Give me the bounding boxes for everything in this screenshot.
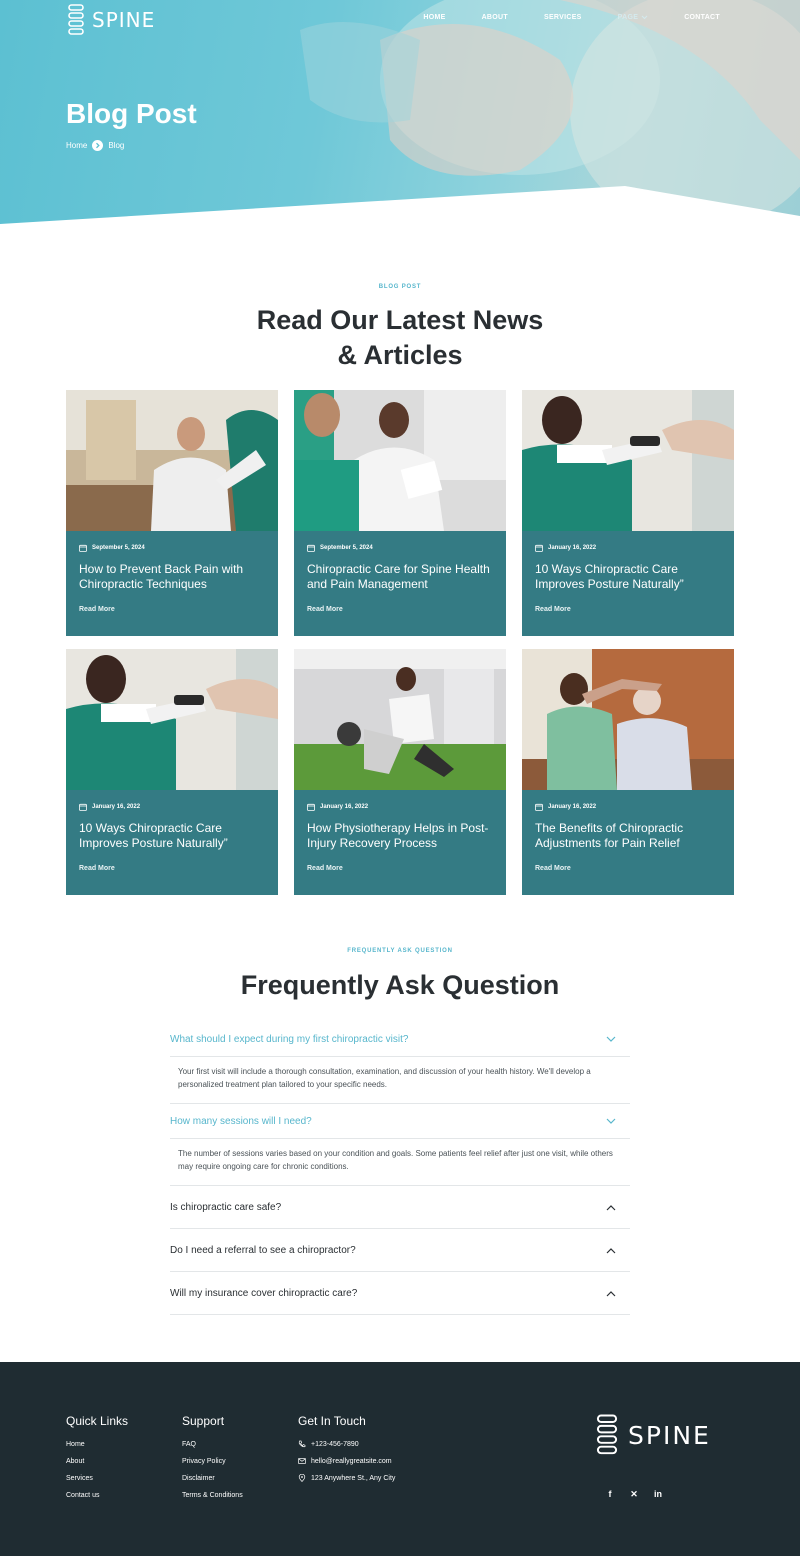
blog-card-title[interactable]: How Physiotherapy Helps in Post-Injury Recovery Process: [307, 821, 489, 850]
breadcrumb-home[interactable]: Home: [66, 141, 88, 150]
blog-card-image: [294, 390, 506, 531]
social-links: [598, 1487, 670, 1501]
footer-link-disclaimer[interactable]: Disclaimer: [182, 1474, 215, 1482]
blog-card-image: [522, 390, 734, 531]
blog-card-body: [79, 803, 268, 875]
footer-brand-name: SPINE: [628, 1420, 711, 1450]
faq-question-text: What should I expect during my first chiropractic visit?: [170, 1033, 409, 1045]
nav-page[interactable]: [618, 14, 649, 21]
brand-logo[interactable]: [66, 4, 155, 36]
blog-card-date-text: January 16, 2022: [320, 804, 369, 810]
blog-card-title[interactable]: 10 Ways Chiropractic Care Improves Posture Naturally”: [79, 821, 228, 850]
chevron-right-icon: [92, 140, 103, 151]
read-more-link[interactable]: Read More: [535, 606, 571, 613]
footer-quick-links: [66, 1414, 128, 1508]
faq-question[interactable]: [170, 1229, 630, 1272]
read-more-link[interactable]: Read More: [79, 606, 115, 613]
faq-title: Frequently Ask Question: [240, 970, 560, 1000]
blog-card-title[interactable]: The Benefits of Chiropractic Adjustments for Pain Relief: [535, 821, 684, 850]
blog-card-title[interactable]: How to Prevent Back Pain with Chiropractic Techniques: [79, 562, 244, 591]
chevron-up-icon[interactable]: [604, 1201, 618, 1215]
blog-card-date: [307, 544, 496, 552]
footer-column-title: Support: [182, 1414, 225, 1428]
chevron-down-icon[interactable]: [604, 1032, 618, 1046]
footer-email[interactable]: [298, 1457, 395, 1465]
nav-contact[interactable]: CONTACT: [684, 14, 720, 21]
page-title: Blog Post: [66, 98, 197, 129]
spine-icon: [594, 1414, 620, 1456]
blog-card-body: [535, 803, 724, 875]
faq-question-text: Is chiropractic care safe?: [170, 1202, 282, 1213]
blog-card-date: [79, 803, 268, 811]
chevron-up-icon[interactable]: [604, 1244, 618, 1258]
location-pin-icon: [298, 1474, 306, 1482]
blog-card-body: [79, 544, 268, 616]
faq-question-text: How many sessions will I need?: [170, 1115, 312, 1127]
read-more-link[interactable]: Read More: [79, 865, 115, 872]
calendar-icon: [307, 544, 315, 552]
footer-phone-text: +123-456-7890: [311, 1440, 359, 1448]
email-icon: [298, 1457, 306, 1465]
footer-column-title: Quick Links: [66, 1414, 129, 1428]
faq-answer: The number of sessions varies based on your condition and goals. Some patients feel relief after just one visit, while others may require ongoing care for chronic conditions.: [170, 1138, 630, 1185]
calendar-icon: [307, 803, 315, 811]
blog-card[interactable]: [66, 390, 278, 636]
calendar-icon: [535, 803, 543, 811]
footer-link-privacy[interactable]: Privacy Policy: [182, 1457, 226, 1465]
faq-item: [170, 1186, 630, 1229]
blog-card[interactable]: [522, 390, 734, 636]
blog-card-date-text: September 5, 2024: [320, 545, 373, 551]
faq-item: [170, 1229, 630, 1272]
blog-grid: [66, 390, 734, 896]
blog-title: [0, 303, 800, 373]
blog-card-body: [307, 803, 496, 875]
blog-card-date: [535, 803, 724, 811]
faq-item: [170, 1272, 630, 1315]
x-icon[interactable]: ✕: [630, 1488, 638, 1499]
blog-card-title[interactable]: Chiropractic Care for Spine Health and Pain Management: [307, 562, 490, 591]
blog-card-date-text: September 5, 2024: [92, 545, 145, 551]
spine-icon: [66, 4, 86, 36]
nav-page-label: PAGE: [617, 14, 639, 21]
faq-accordion: [170, 1022, 630, 1315]
blog-card-title[interactable]: 10 Ways Chiropractic Care Improves Posture Naturally”: [535, 562, 684, 591]
footer-link-terms[interactable]: Terms & Conditions: [182, 1491, 243, 1499]
blog-card[interactable]: [66, 649, 278, 895]
footer-support: [182, 1414, 243, 1508]
calendar-icon: [79, 803, 87, 811]
footer-link-services[interactable]: Services: [66, 1474, 93, 1482]
brand-name: SPINE: [92, 8, 156, 32]
footer-address-text: 123 Anywhere St., Any City: [311, 1474, 396, 1482]
faq-answer: Your first visit will include a thorough consultation, examination, and discussion of your health history. We'll develop a personalized treatment plan tailored to your specific needs.: [170, 1056, 630, 1103]
nav-services[interactable]: SERVICES: [543, 14, 582, 21]
calendar-icon: [79, 544, 87, 552]
footer-address[interactable]: [298, 1474, 395, 1482]
blog-card-image: [294, 649, 506, 790]
footer-phone[interactable]: [298, 1440, 395, 1448]
read-more-link[interactable]: Read More: [307, 606, 343, 613]
footer-link-about[interactable]: About: [66, 1457, 85, 1465]
blog-title-line1: Read Our Latest News: [256, 305, 544, 335]
blog-card-date-text: January 16, 2022: [548, 545, 597, 551]
linkedin-icon[interactable]: in: [654, 1489, 662, 1499]
read-more-link[interactable]: Read More: [307, 865, 343, 872]
main-nav: [387, 14, 720, 21]
footer-link-home[interactable]: Home: [66, 1440, 85, 1448]
chevron-up-icon[interactable]: [604, 1287, 618, 1301]
hero-banner: [0, 0, 800, 226]
blog-card-date: [535, 544, 724, 552]
breadcrumb-current: Blog: [108, 141, 125, 150]
blog-title-line2: & Articles: [337, 340, 463, 370]
faq-question[interactable]: [170, 1186, 630, 1229]
blog-card[interactable]: [294, 649, 506, 895]
blog-card-body: [307, 544, 496, 616]
footer-link-contact[interactable]: Contact us: [66, 1491, 100, 1499]
faq-question[interactable]: [170, 1022, 630, 1056]
site-footer: [0, 1362, 800, 1556]
calendar-icon: [535, 544, 543, 552]
blog-card-image: [522, 649, 734, 790]
footer-column-title: Get In Touch: [298, 1414, 366, 1428]
nav-about[interactable]: ABOUT: [481, 14, 508, 21]
phone-icon: [298, 1440, 306, 1448]
faq-question-text: Do I need a referral to see a chiropractor?: [170, 1245, 356, 1256]
blog-card[interactable]: [294, 390, 506, 636]
faq-item: [170, 1022, 630, 1104]
faq-question-text: Will my insurance cover chiropractic care?: [170, 1288, 358, 1299]
blog-card[interactable]: [522, 649, 734, 895]
nav-home[interactable]: HOME: [423, 14, 446, 21]
read-more-link[interactable]: Read More: [535, 865, 571, 872]
blog-card-image: [66, 390, 278, 531]
faq-question[interactable]: [170, 1272, 630, 1315]
blog-card-date-text: January 16, 2022: [548, 804, 597, 810]
faq-item: [170, 1104, 630, 1186]
blog-card-date-text: January 16, 2022: [92, 804, 141, 810]
footer-email-text: hello@reallygreatsite.com: [311, 1457, 392, 1465]
faq-question[interactable]: [170, 1104, 630, 1138]
blog-card-date: [307, 803, 496, 811]
breadcrumb: [66, 140, 124, 151]
footer-contact: [298, 1414, 395, 1491]
blog-card-image: [66, 649, 278, 790]
blog-card-body: [535, 544, 724, 616]
blog-eyebrow: BLOG POST: [378, 284, 422, 290]
blog-card-date: [79, 544, 268, 552]
chevron-down-icon: [641, 15, 648, 20]
footer-logo[interactable]: [594, 1414, 711, 1456]
footer-link-faq[interactable]: FAQ: [182, 1440, 197, 1448]
faq-eyebrow: FREQUENTLY ASK QUESTION: [347, 948, 453, 954]
chevron-down-icon[interactable]: [604, 1114, 618, 1128]
facebook-icon[interactable]: f: [608, 1489, 612, 1499]
